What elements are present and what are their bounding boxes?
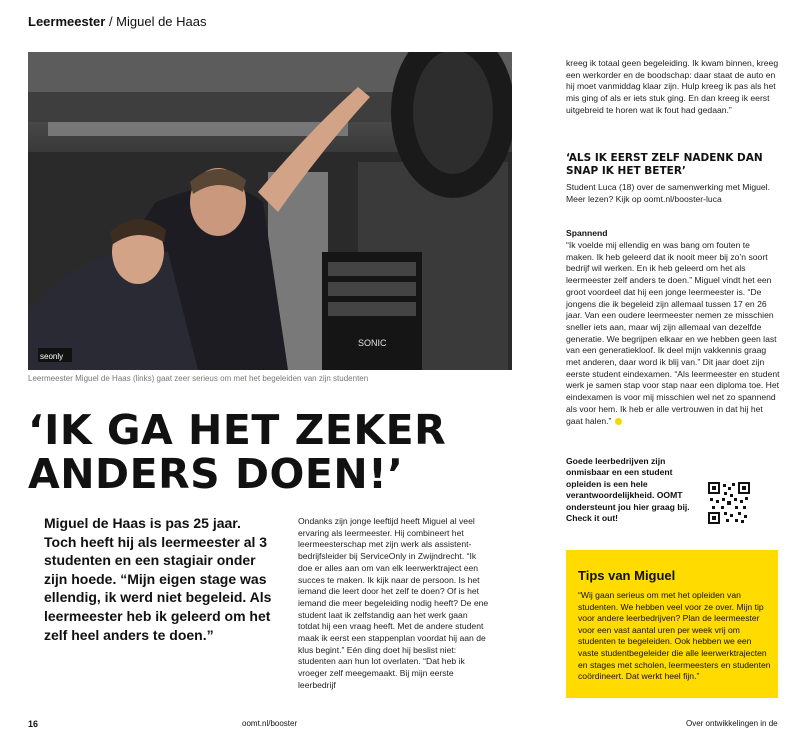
promo-text: Goede leerbedrijven zijn onmisbaar en een student opleiden is een hele verantwoordelijkheid. OOMT ondersteunt jou hier graag bij. Check it out! [566,456,690,524]
overall-label: seonly [40,352,64,361]
body-column-3 [566,240,780,427]
body-column-2: Ondanks zijn jonge leeftijd heeft Miguel al veel ervaring als leermeester. Hij combineert het leermeesterschap met zijn werk als assistent-bedrijfsleider bij ServiceOnly in Zwijndrecht. “Ik doe er alles aan om van elk leerwerktraject een succes te maken. Ik kijk naar de persoon. Is het iemand die leert door het zelf te doen? Of is het iemand die meer begeleiding nodig heeft? De ene student laat ik zelfstandig aan het werk gaan totdat hij een vraag heeft. Met de andere student maak ik eerst een stappenplan voordat hij aan de klus begint.” Eén ding doet hij beslist niet: studenten aan hun lot overlaten. “Dat heb ik vroeger zelf meegemaakt. Bij mijn eerste leerbedrijf [298,516,489,690]
workshop-photo-illustration [28,52,512,370]
tips-box [566,550,778,698]
pull-quote-source: Student Luca (18) over de samenwerking met Miguel. Meer lezen? Kijk op oomt.nl/booster-luca [566,182,770,204]
intro-paragraph: Miguel de Haas is pas 25 jaar. Toch heeft hij als leermeester al 3 studenten en een stagiair onder zijn hoede. “Mijn eigen stage was ellendig, ik werd niet begeleid. Als leermeester heb ik geleerd om het zelf heel anders te doen.” [44,515,272,643]
running-head: Over ontwikkelingen in de [686,719,778,728]
body-column-3-top: kreeg ik totaal geen begeleiding. Ik kwam binnen, kreeg een werkorder en de boodschap: daar staat de auto en hij moet vanmiddag klaar zijn. Hulp kreeg ik pas als het mis ging of als er iets stuk ging. En dan kreeg ik eerst uitgebreid te horen wat ik fout had gedaan.” [566,58,779,115]
photo-caption: Leermeester Miguel de Haas (links) gaat zeer serieus om met het begeleiden van zijn studenten [28,374,369,383]
end-mark-icon [615,418,622,425]
qr-code-icon[interactable] [708,482,750,524]
pull-quote: ‘ALS IK EERST ZELF NADENK DAN SNAP IK HET BETER’ [566,152,763,177]
article-headline: ‘IK GA HET ZEKER ANDERS DOEN!’ [28,406,447,498]
section-category: Leermeester [28,14,106,29]
tips-title: Tips van Miguel [578,568,676,583]
article-photo [28,52,512,370]
subheading: Spannend [566,228,608,238]
section-person: Miguel de Haas [116,14,207,29]
tips-body: “Wij gaan serieus om met het opleiden van studenten. We hebben veel voor ze over. Mijn tip voor andere leerbedrijven? Plan de leermeester voor een vast aantal uren per week vrij om studenten te begeleiden. Ook hebben we een vaste studentbegeleider die alle leerwerktrajecten en stages met scholen, leermeesters en studenten coördineert. Dat werkt heel fijn.” [578,590,771,682]
section-separator: / [105,14,117,29]
page-number: 16 [28,719,39,729]
body-column-3-text: “Ik voelde mij ellendig en was bang om fouten te maken. Ik heb geleerd dat ik nooit meer bij zo’n soort bedrijf wil werken. En ik heb geleerd om het als leermeester zelf anders te doen.” Miguel vindt het een groot voordeel dat hij een jonge leermeester is. “De jongens die ik begeleid zijn allemaal tussen 17 en 26 jaar. Van een oudere leermeester nemen ze misschien sneller iets aan, maar wij zijn allemaal van dezelfde generatie. We begrijpen elkaar en we hebben geen last van een generatiekloof. Ik deel mijn vakkennis graag met anderen, daar word ik blij van.” Dit jaar doet zijn eerste student eindexamen. “Als leermeester en student werk je samen stap voor stap naar een diploma toe. Het eindexamen is voor mij misschien wel net zo spannend als voor hem. Ik heb er alle vertrouwen in dat hij het gaat halen.” [566,240,780,426]
section-header [28,14,207,29]
footer-url[interactable]: oomt.nl/booster [242,719,298,728]
toolcart-label: SONIC [358,338,387,348]
